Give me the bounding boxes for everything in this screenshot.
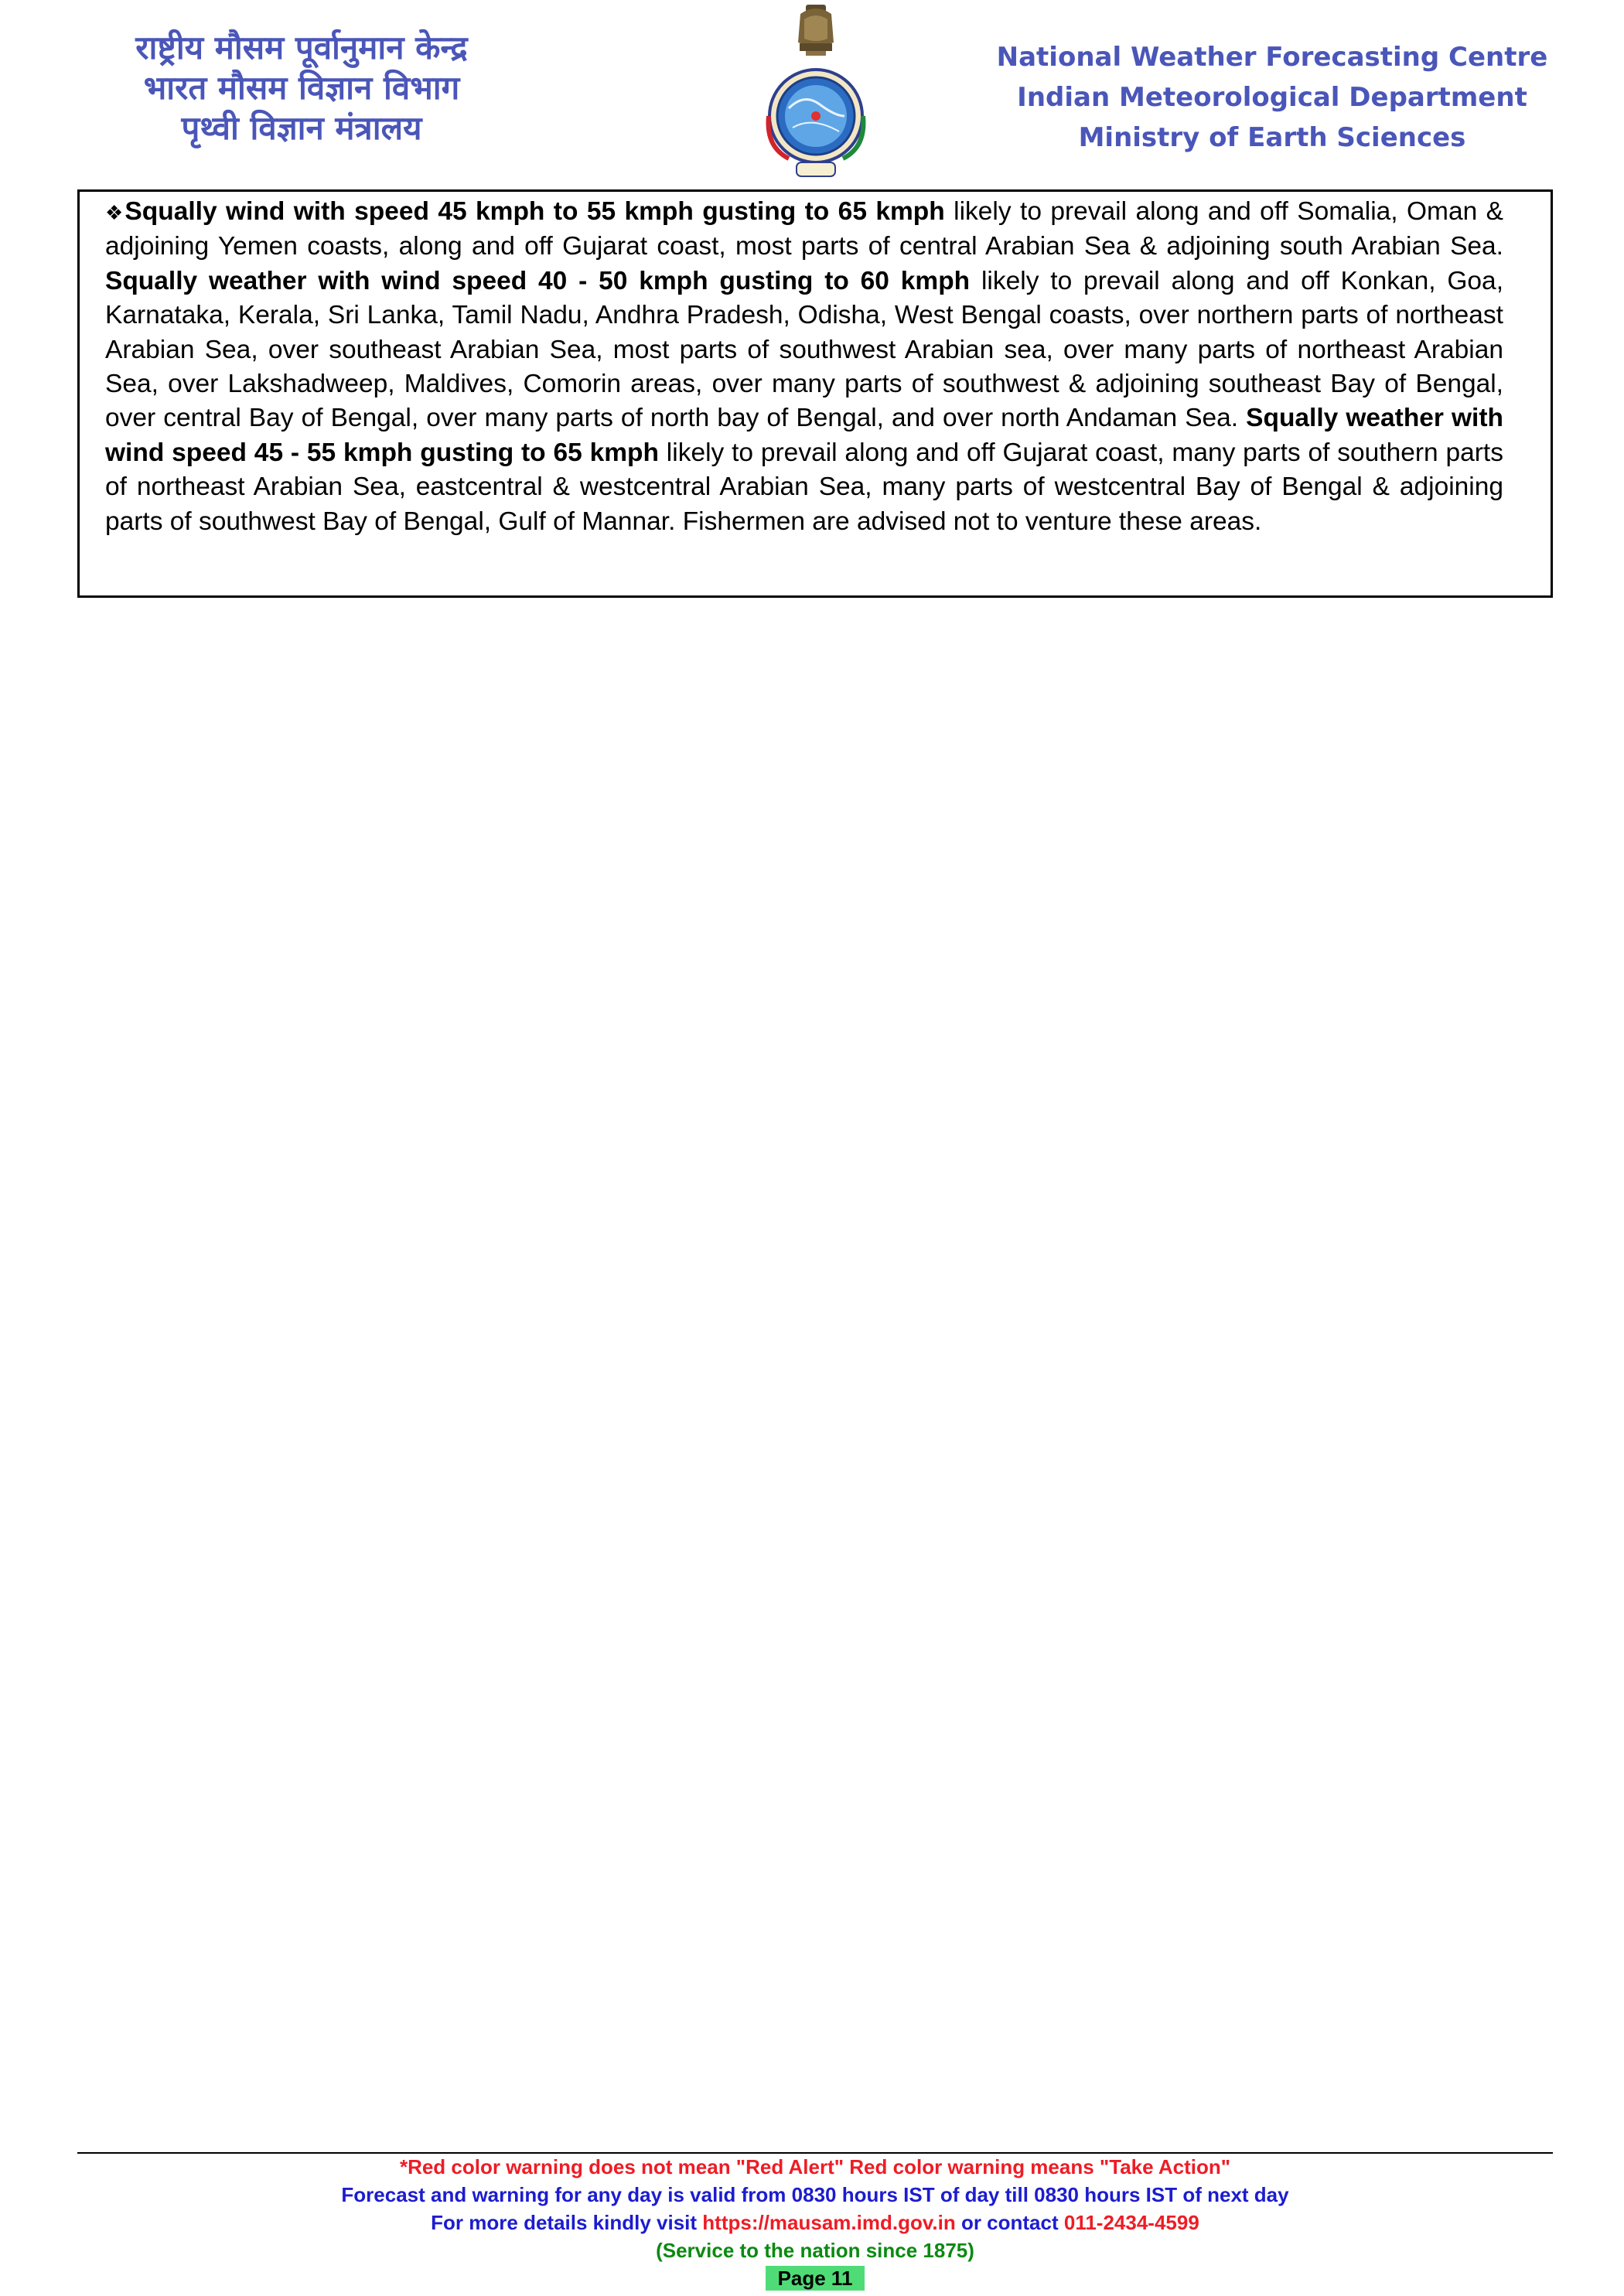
service-note: (Service to the nation since 1875) (656, 2239, 974, 2262)
hindi-title-line-1: राष्ट्रीय मौसम पूर्वानुमान केन्द्र (135, 29, 468, 67)
english-title-line-1: National Weather Forecasting Centre (996, 42, 1548, 73)
hindi-title-line-2: भारत मौसम विज्ञान विभाग (143, 69, 460, 107)
warning-paragraph (105, 195, 1503, 539)
warning-heading-3: Squally weather with wind speed 45 - 55 kmph gusting to 65 kmph (105, 404, 1503, 467)
contact-line (77, 2209, 1553, 2236)
warning-text-1: likely to prevail along and off Somalia, Oman & adjoining Yemen coasts, along and off Gujarat coast, most parts of central Arabian Sea & adjoining south Arabian Sea. (105, 197, 1503, 261)
footer (77, 2153, 1553, 2292)
english-title-line-3: Ministry of Earth Sciences (1078, 122, 1466, 153)
warning-heading-1: Squally wind with speed 45 kmph to 55 kmph gusting to 65 kmph (125, 197, 945, 226)
phone-number: 011-2434-4599 (1063, 2211, 1199, 2234)
hindi-title-line-3: पृथ्वी विज्ञान मंत्रालय (181, 109, 422, 147)
diamond-bullet-icon: ❖ (105, 201, 125, 224)
english-title-line-2: Indian Meteorological Department (1017, 82, 1527, 113)
validity-note: Forecast and warning for any day is valid from 0830 hours IST of day till 0830 hours IST of next day (341, 2183, 1289, 2206)
red-warning-note: *Red color warning does not mean "Red Alert" Red color warning means "Take Action" (399, 2155, 1231, 2178)
warning-text-2: likely to prevail along and off Konkan, Goa, Karnataka, Kerala, Sri Lanka, Tamil Nadu, Andhra Pradesh, Odisha, West Bengal coasts, over northern parts of northeast Arabian Sea, over southeast Arabian Sea, most parts of southwest Arabian sea, over many parts of northeast Arabian Sea, over Lakshadweep, Maldives, Comorin areas, over many parts of southwest & adjoining southeast Bay of Bengal, over central Bay of Bengal, over many parts of north bay of Bengal, and over north Andaman Sea. (105, 266, 1503, 433)
page-number-badge: Page 11 (766, 2266, 865, 2291)
contact-prefix: or contact (955, 2211, 1064, 2234)
warning-heading-2: Squally weather with wind speed 40 - 50 kmph gusting to 60 kmph (105, 266, 971, 295)
hindi-title-block (77, 28, 526, 148)
english-title-block (971, 37, 1574, 158)
fishermen-warning-box (77, 189, 1553, 598)
website-link[interactable]: https://mausam.imd.gov.in (702, 2211, 956, 2234)
warning-text-3: likely to prevail along and off Gujarat coast, many parts of southern parts of northeast Arabian Sea, eastcentral & westcentral Arabian Sea, many parts of westcentral Bay of Bengal & adjoining parts of southwest Bay of Bengal, Gulf of Mannar. Fishermen are advised not to venture these areas. (105, 438, 1503, 536)
imd-emblem-icon (758, 0, 874, 186)
details-prefix: For more details kindly visit (431, 2211, 703, 2234)
